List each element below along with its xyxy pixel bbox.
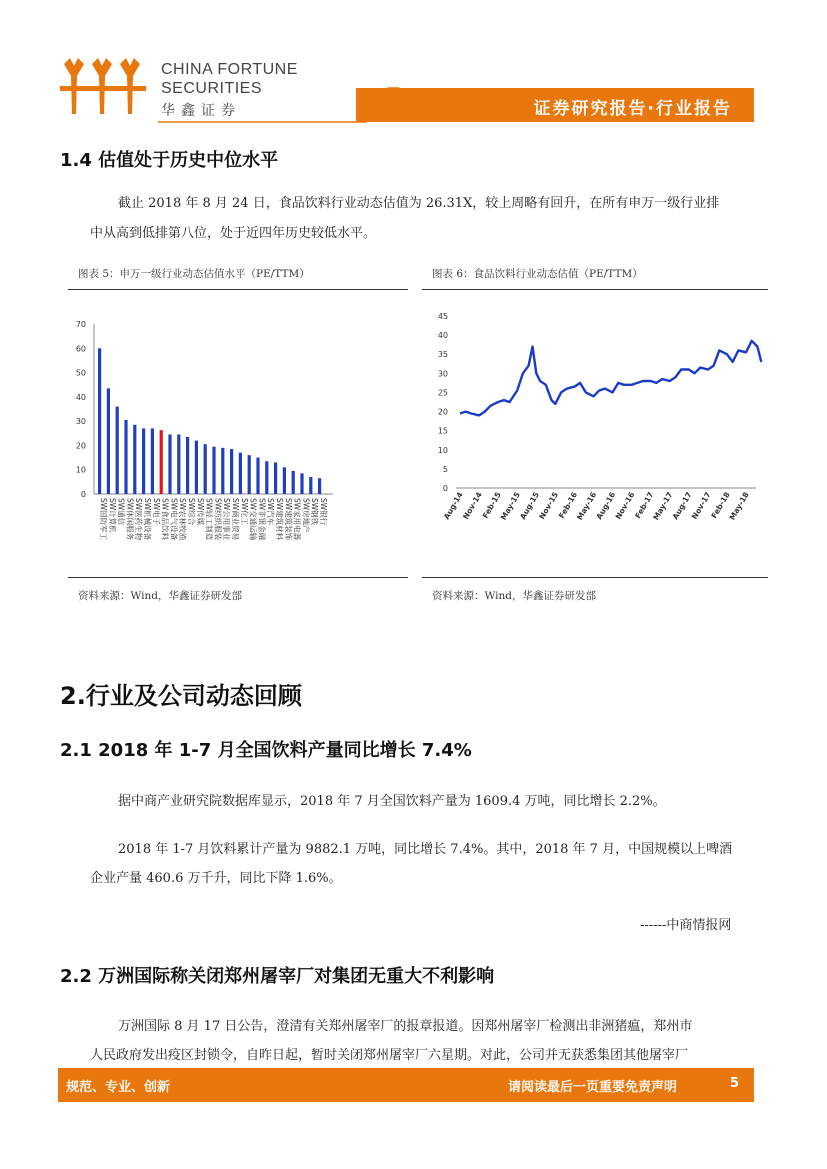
section-2-2-title: 2.2 万洲国际称关闭郑州屠宰厂对集团无重大不利影响 (60, 966, 495, 987)
figure6-source: 资料来源：Wind，华鑫证券研发部 (432, 590, 596, 602)
section-2-1-para1: 据中商产业研究院数据库显示，2018 年 7 月全国饮料产量为 1609.4 万吨，同比增长 2.2%。 (118, 794, 666, 809)
bar (204, 444, 207, 494)
line-y-tick-label: 5 (442, 464, 448, 474)
bar-category-label: SW机械设备 (143, 498, 152, 541)
section-2-1-para2-line2: 企业产量 460.6 万千升，同比下降 1.6%。 (90, 871, 342, 886)
section-2-1-source: ------中商情报网 (640, 918, 732, 933)
bar (300, 473, 303, 494)
logo-chinese: 华鑫证券 (161, 102, 241, 118)
bar-category-label: SW商业贸易 (231, 498, 240, 541)
bar-category-label: SW公用事业 (222, 498, 232, 541)
bar (142, 428, 145, 494)
bar (212, 447, 215, 494)
bar (248, 455, 251, 494)
bar-category-label: SW传媒 (195, 498, 205, 526)
line-x-tick-label: May-16 (575, 490, 599, 522)
bar-category-label: SW纺织服装 (213, 498, 223, 541)
bar-category-label: SW化工 (239, 498, 249, 526)
bar-category-label: SW银行 (319, 498, 328, 526)
page-number: 5 (730, 1076, 740, 1091)
line-y-tick-label: 40 (437, 331, 448, 341)
figure5-bottom-rule (68, 577, 408, 578)
line-x-tick-label: Nov-17 (689, 490, 713, 521)
section-2-2-para-line1: 万洲国际 8 月 17 日公告，澄清有关郑州屠宰厂的报章报道。因郑州屠宰厂检测出非洲猪瘟，郑州市 (118, 1019, 693, 1034)
bar (195, 441, 198, 494)
bar (292, 471, 295, 494)
bar-category-label: SW农林牧渔 (178, 498, 188, 541)
footer-slogan: 规范、专业、创新 (66, 1080, 171, 1095)
figure5-caption: 图表 5：申万一级行业动态估值水平（PE/TTM） (78, 268, 310, 280)
bar-category-label: SW电子 (151, 498, 161, 526)
bar-y-tick-label: 20 (75, 441, 86, 451)
line-y-tick-label: 35 (437, 350, 448, 360)
bar-category-label: SW医药生物 (134, 498, 144, 541)
footer-disclaimer-link[interactable]: 请阅读最后一页重要免责声明 (508, 1080, 678, 1095)
bar-y-tick-label: 30 (75, 417, 86, 427)
bar-y-tick-label: 70 (75, 320, 86, 329)
bar (151, 428, 154, 494)
bar (133, 425, 136, 494)
bar (256, 458, 259, 494)
bar (124, 420, 127, 494)
bar (107, 388, 110, 494)
line-x-tick-label: Feb-18 (709, 490, 732, 520)
section-1-4-para-line1: 截止 2018 年 8 月 24 日，食品饮料行业动态估值为 26.31X，较上周略有回升，在所有申万一级行业排 (118, 196, 720, 211)
bar (239, 453, 242, 494)
bar (221, 448, 224, 494)
banner-text: 证券研究报告·行业报告 (533, 99, 732, 119)
figure6-line-chart (422, 300, 768, 570)
bar-category-label: SW建筑装饰 (283, 498, 293, 541)
line-y-tick-label: 10 (437, 445, 448, 455)
line-x-tick-label: Aug-15 (518, 490, 541, 522)
section-2-2-para-line2: 人民政府发出疫区封锁令，自昨日起，暂时关闭郑州屠宰厂六星期。对此，公司并无获悉集团其他屠宰厂 (90, 1048, 689, 1063)
figure5-bar-chart (68, 300, 408, 570)
line-x-tick-label: Feb-15 (480, 490, 503, 520)
line-y-tick-label: 25 (437, 388, 448, 398)
bar-category-label: SW休闲服务 (125, 498, 135, 541)
bar-category-label: SW综合 (187, 498, 196, 526)
bar-category-label: SW计算机 (107, 498, 117, 533)
figure5-source: 资料来源：Wind，华鑫证券研发部 (78, 590, 242, 602)
bar-category-label: SW电气设备 (169, 498, 179, 541)
line-x-tick-label: Nov-14 (461, 490, 484, 521)
section-1-4-title: 1.4 估值处于历史中位水平 (60, 150, 279, 171)
bar (160, 430, 163, 494)
bar (168, 435, 171, 495)
line-x-tick-label: Feb-16 (556, 490, 580, 520)
logo-english-line1: CHINA FORTUNE (161, 61, 298, 78)
bar (265, 461, 268, 494)
bar (98, 348, 101, 494)
bar (318, 478, 321, 494)
line-x-tick-label: Nov-16 (613, 490, 637, 521)
bar (283, 467, 286, 494)
figure6-caption: 图表 6：食品饮料行业动态估值（PE/TTM） (432, 268, 643, 280)
line-x-tick-label: Aug-17 (670, 490, 694, 522)
line-x-tick-label: Feb-17 (633, 490, 656, 520)
footer-bar (58, 1068, 754, 1102)
bar (186, 437, 189, 494)
bar-y-tick-label: 50 (75, 368, 86, 378)
bar-category-label: SW房地产 (301, 498, 311, 533)
line-y-tick-label: 20 (437, 407, 448, 417)
figure6-bottom-rule (422, 577, 768, 578)
bar (177, 435, 180, 495)
line-y-tick-label: 0 (442, 484, 448, 493)
figure5-top-rule (68, 289, 408, 290)
bar-category-label: SW汽车 (266, 498, 276, 526)
bar-category-label: SW家用电器 (292, 498, 302, 541)
bar-category-label: SW非银金融 (257, 498, 267, 541)
line-series (460, 341, 761, 416)
bar-category-label: SW食品饮料 (160, 498, 170, 541)
bar (230, 449, 233, 494)
bar-category-label: SW通信 (116, 498, 126, 526)
line-x-tick-label: Aug-16 (594, 490, 618, 522)
report-type-banner (356, 88, 754, 122)
section-2-1-title: 2.1 2018 年 1-7 月全国饮料产量同比增长 7.4% (60, 740, 472, 761)
bar-category-label: SW钢铁 (310, 498, 320, 526)
line-x-tick-label: Nov-15 (537, 490, 561, 521)
bar-y-tick-label: 0 (80, 490, 86, 499)
bar (116, 407, 119, 494)
bar-category-label: SW交通运输 (248, 498, 258, 541)
bar (309, 477, 312, 494)
line-x-tick-label: May-17 (651, 490, 675, 522)
bar-category-label: SW轻工制造 (204, 498, 214, 541)
line-x-tick-label: May-18 (727, 490, 751, 522)
bar-y-tick-label: 60 (75, 344, 86, 354)
section-1-4-para-line2: 中从高到低排第八位，处于近四年历史较低水平。 (90, 226, 377, 241)
line-y-tick-label: 15 (437, 426, 448, 436)
line-x-tick-label: Aug-14 (441, 490, 465, 522)
line-x-tick-label: May-15 (498, 490, 522, 522)
bar-category-label: SW建筑材料 (275, 498, 284, 541)
bar-y-tick-label: 10 (75, 465, 86, 475)
figure6-top-rule (422, 289, 768, 290)
section-2-title: 2.行业及公司动态回顾 (60, 682, 302, 710)
logo-english-line2: SECURITIES (161, 80, 263, 97)
header (0, 0, 827, 130)
section-2-1-para2-line1: 2018 年 1-7 月饮料累计产量为 9882.1 万吨，同比增长 7.4%。其中，2018 年 7 月，中国规模以上啤酒 (118, 842, 733, 857)
line-y-tick-label: 30 (437, 369, 448, 379)
bar (274, 462, 277, 494)
bar-category-label: SW国防军工 (99, 498, 108, 541)
bar-y-tick-label: 40 (75, 392, 86, 402)
line-y-tick-label: 45 (437, 312, 448, 321)
